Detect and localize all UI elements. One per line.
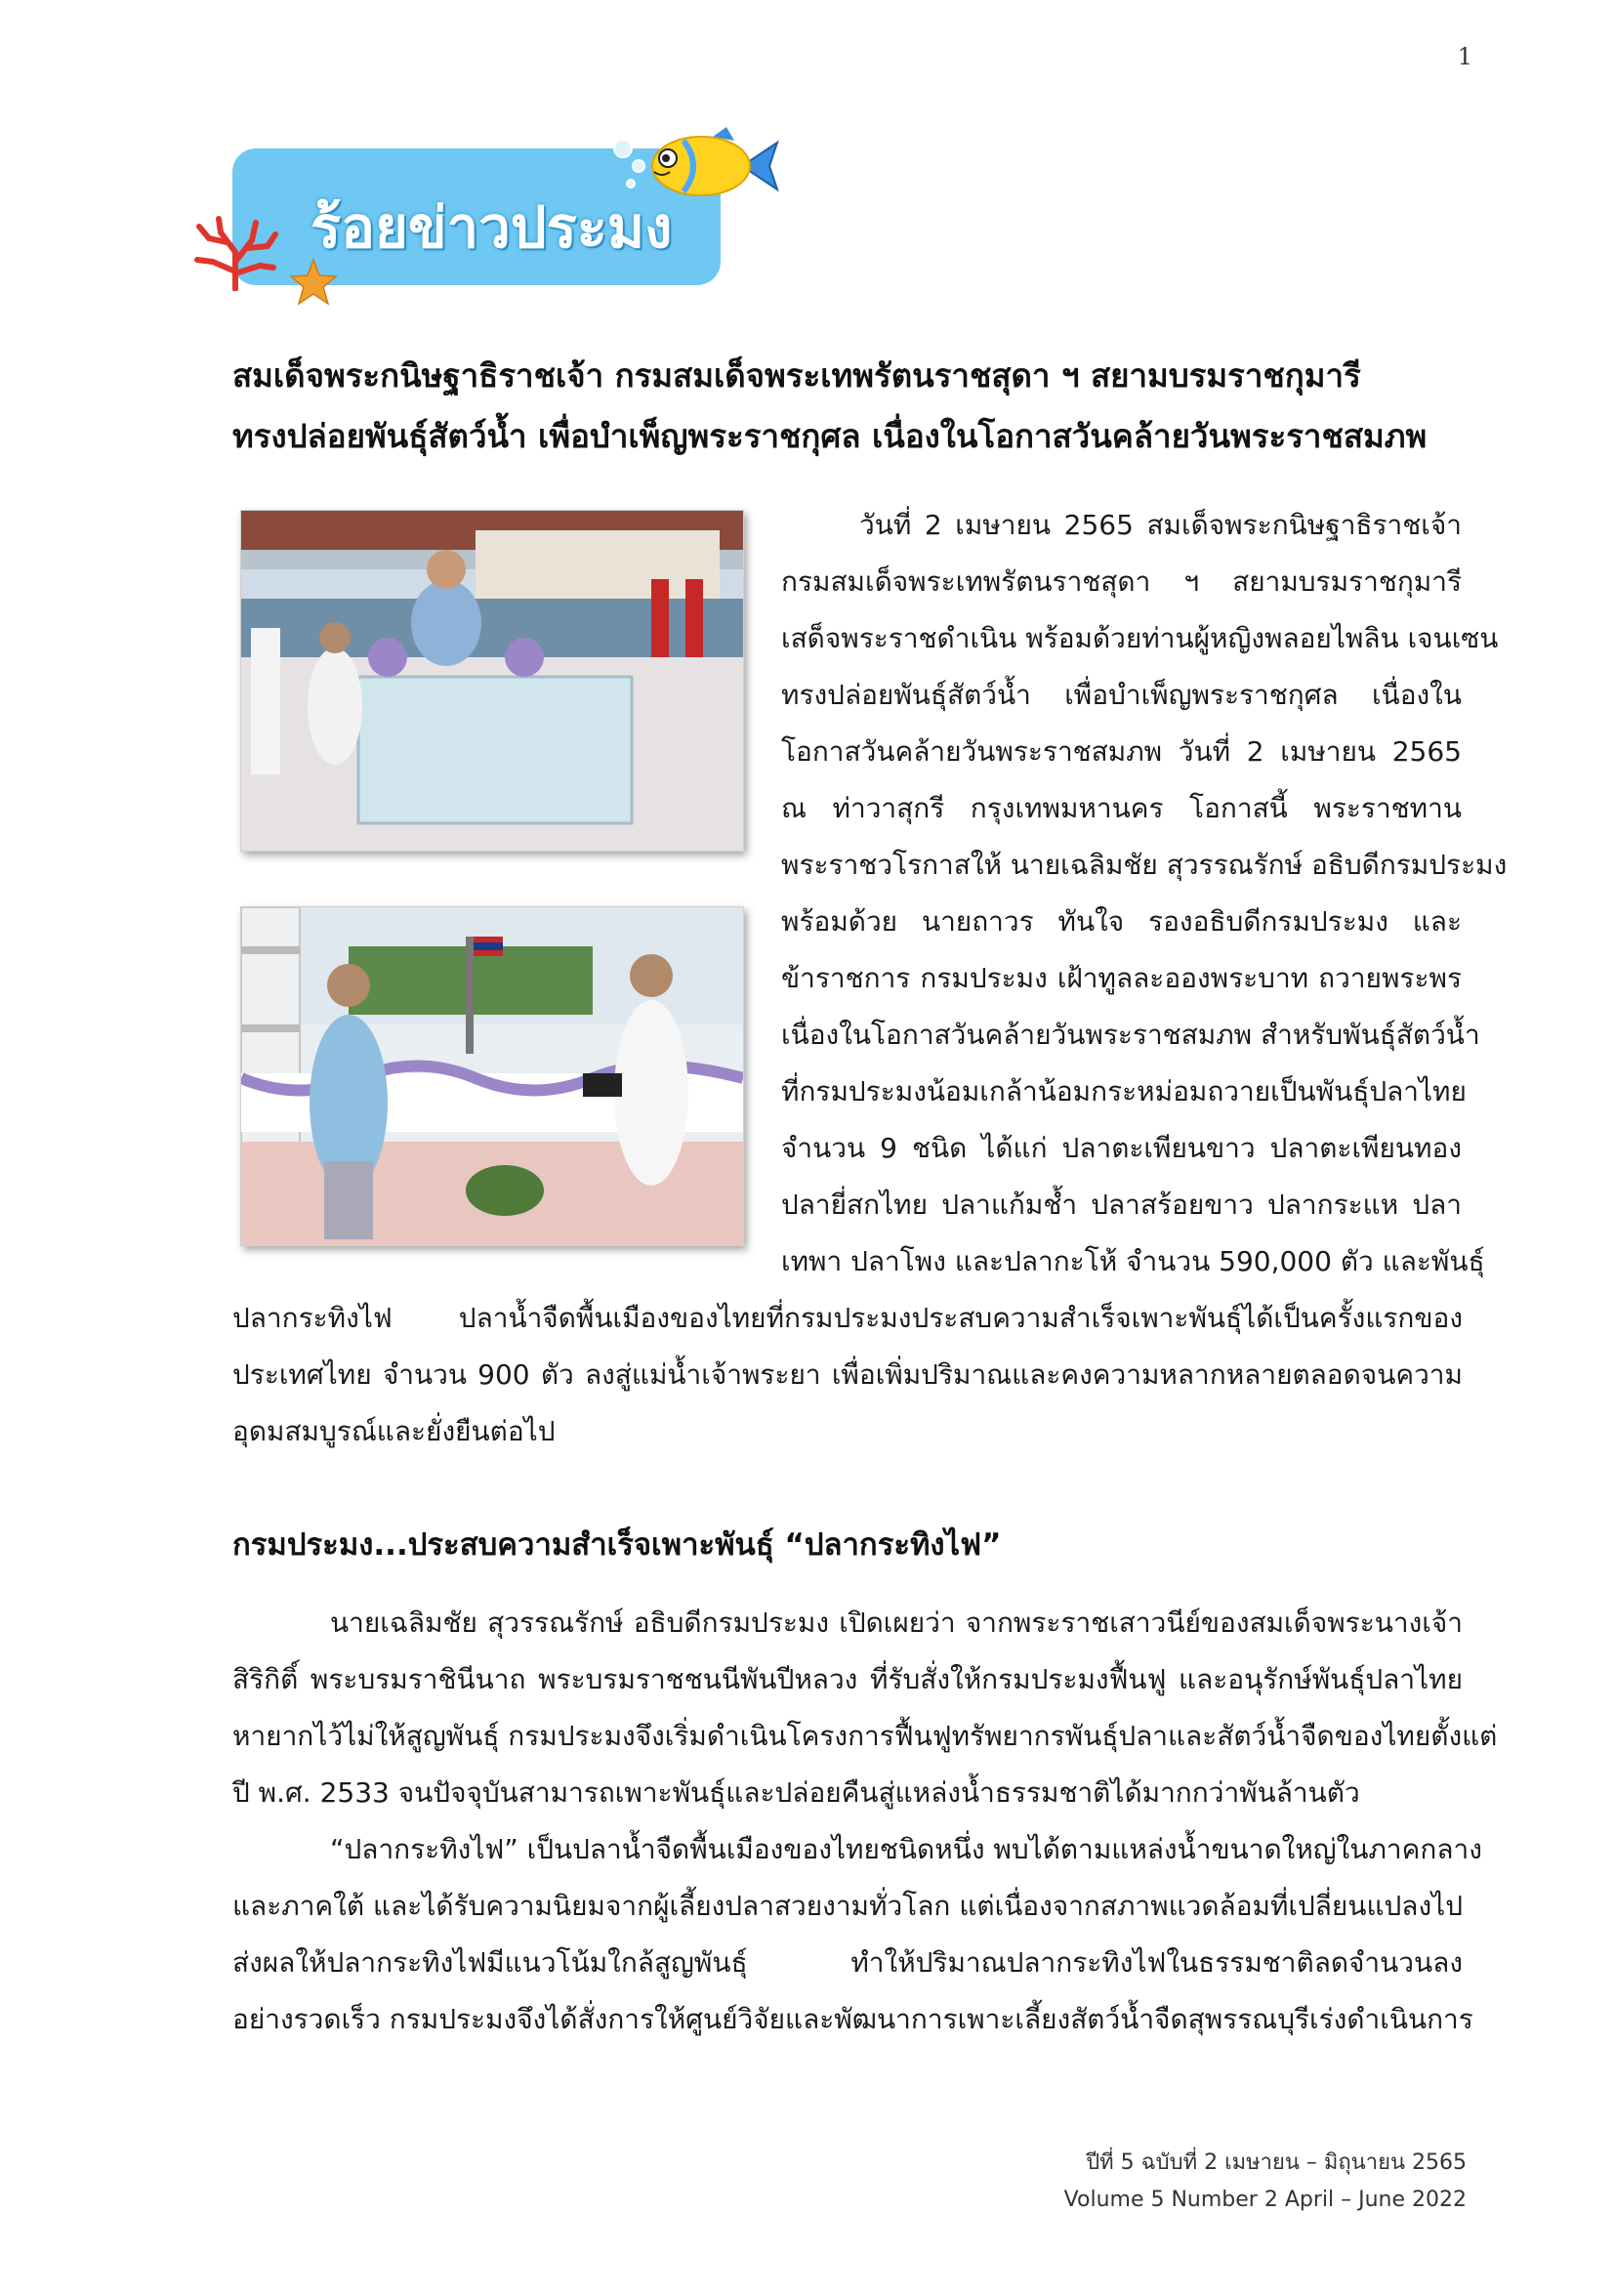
- photo-audience-presentation: [240, 906, 744, 1246]
- article1-full-line: ปลากระทิงไฟ ปลาน้ำจืดพื้นเมืองของไทยที่กรมประมงประสบความสำเร็จเพาะพันธุ์ได้เป็นครั้งแรกของ: [232, 1302, 1463, 1334]
- article1-full-line: ประเทศไทย จำนวน 900 ตัว ลงสู่แม่น้ำเจ้าพระยา เพื่อเพิ่มปริมาณและคงความหลากหลายตลอดจนความ: [232, 1358, 1463, 1391]
- article1-right-line: ปลายี่สกไทย ปลาแก้มช้ำ ปลาสร้อยขาว ปลากระแห ปลา: [781, 1189, 1462, 1221]
- section-title: กรมประมง...ประสบความสำเร็จเพาะพันธุ์ “ปลากระทิงไฟ”: [232, 1527, 1002, 1563]
- banner-title: ร้อยข่าวประมง: [311, 194, 673, 261]
- article1-right-line: พร้อมด้วย นายถาวร ทันใจ รองอธิบดีกรมประมง และ: [781, 905, 1462, 938]
- article1-right-line: จำนวน 9 ชนิด ได้แก่ ปลาตะเพียนขาว ปลาตะเพียนทอง: [781, 1132, 1462, 1164]
- headline-line-1: สมเด็จพระกนิษฐาธิราชเจ้า กรมสมเด็จพระเทพรัตนราชสุดา ฯ สยามบรมราชกุมารี: [232, 356, 1361, 395]
- section2-para1-line: สิริกิติ์ พระบรมราชินีนาถ พระบรมราชชนนีพันปีหลวง ที่รับสั่งให้กรมประมงฟื้นฟู และอนุรักษ์พันธุ์ปลาไทย: [232, 1663, 1463, 1695]
- section2-para1-line: นายเฉลิมชัย สุวรรณรักษ์ อธิบดีกรมประมง เปิดเผยว่า จากพระราชเสาวนีย์ของสมเด็จพระนางเจ้า: [330, 1607, 1463, 1639]
- starfish-icon: [289, 258, 338, 307]
- fish-icon: [644, 127, 781, 205]
- section2-para2-line: “ปลากระทิงไฟ” เป็นปลาน้ำจืดพื้นเมืองของไทยชนิดหนึ่ง พบได้ตามแหล่งน้ำขนาดใหญ่ในภาคกลาง: [330, 1833, 1482, 1865]
- footer-issue-english: Volume 5 Number 2 April – June 2022: [1063, 2188, 1467, 2212]
- article1-right-line: เทพา ปลาโพง และปลากะโห้ จำนวน 590,000 ตัว และพันธุ์: [781, 1245, 1485, 1277]
- headline-line-2: ทรงปล่อยพันธุ์สัตว์น้ำ เพื่อบำเพ็ญพระราชกุศล เนื่องในโอกาสวันคล้ายวันพระราชสมภพ: [232, 417, 1428, 455]
- photo-release-ceremony: [240, 510, 744, 852]
- article1-right-line: เนื่องในโอกาสวันคล้ายวันพระราชสมภพ สำหรับพันธุ์สัตว์น้ำ: [781, 1019, 1480, 1051]
- article1-right-line: ที่กรมประมงน้อมเกล้าน้อมกระหม่อมถวายเป็นพันธุ์ปลาไทย: [781, 1075, 1467, 1107]
- article1-right-line: พระราชวโรกาสให้ นายเฉลิมชัย สุวรรณรักษ์ อธิบดีกรมประมง: [781, 849, 1508, 881]
- coral-icon: [191, 213, 279, 291]
- article1-right-line: ทรงปล่อยพันธุ์สัตว์น้ำ เพื่อบำเพ็ญพระราชกุศล เนื่องใน: [781, 679, 1462, 711]
- article1-right-line: เสด็จพระราชดำเนิน พร้อมด้วยท่านผู้หญิงพลอยไพลิน เจนเซน: [781, 622, 1499, 654]
- section2-para2-line: ส่งผลให้ปลากระทิงไฟมีแนวโน้มใกล้สูญพันธุ์ ทำให้ปริมาณปลากระทิงไฟในธรรมชาติลดจำนวนลง: [232, 1946, 1463, 1979]
- article1-right-line: ณ ท่าวาสุกรี กรุงเทพมหานคร โอกาสนี้ พระราชทาน: [781, 792, 1462, 824]
- footer-issue-thai: ปีที่ 5 ฉบับที่ 2 เมษายน – มิถุนายน 2565: [1086, 2150, 1467, 2175]
- article1-right-line: กรมสมเด็จพระเทพรัตนราชสุดา ฯ สยามบรมราชกุมารี: [781, 565, 1462, 598]
- section2-para1-line: ปี พ.ศ. 2533 จนปัจจุบันสามารถเพาะพันธุ์และปล่อยคืนสู่แหล่งน้ำธรรมชาติได้มากกว่าพันล้านตัว: [232, 1776, 1360, 1809]
- section2-para2-line: และภาคใต้ และได้รับความนิยมจากผู้เลี้ยงปลาสวยงามทั่วโลก แต่เนื่องจากสภาพแวดล้อมที่เปลี่ยนแปลงไป: [232, 1890, 1463, 1922]
- page-number: 1: [1457, 43, 1472, 70]
- article1-full-line: อุดมสมบูรณ์และยั่งยืนต่อไป: [232, 1415, 556, 1447]
- section2-para1-line: หายากไว้ไม่ให้สูญพันธุ์ กรมประมงจึงเริ่มดำเนินโครงการฟื้นฟูทรัพยากรพันธุ์ปลาและสัตว์น้ำจืดของไทยตั้งแต่: [232, 1720, 1498, 1752]
- article1-right-line: ข้าราชการ กรมประมง เฝ้าทูลละอองพระบาท ถวายพระพร: [781, 962, 1462, 994]
- article1-right-line: โอกาสวันคล้ายวันพระราชสมภพ วันที่ 2 เมษายน 2565: [781, 735, 1462, 768]
- article1-right-line: วันที่ 2 เมษายน 2565 สมเด็จพระกนิษฐาธิราชเจ้า: [859, 509, 1462, 541]
- section2-para2-line: อย่างรวดเร็ว กรมประมงจึงได้สั่งการให้ศูนย์วิจัยและพัฒนาการเพาะเลี้ยงสัตว์น้ำจืดสุพรรณบุรีเร่งดำเนินการ: [232, 2003, 1473, 2035]
